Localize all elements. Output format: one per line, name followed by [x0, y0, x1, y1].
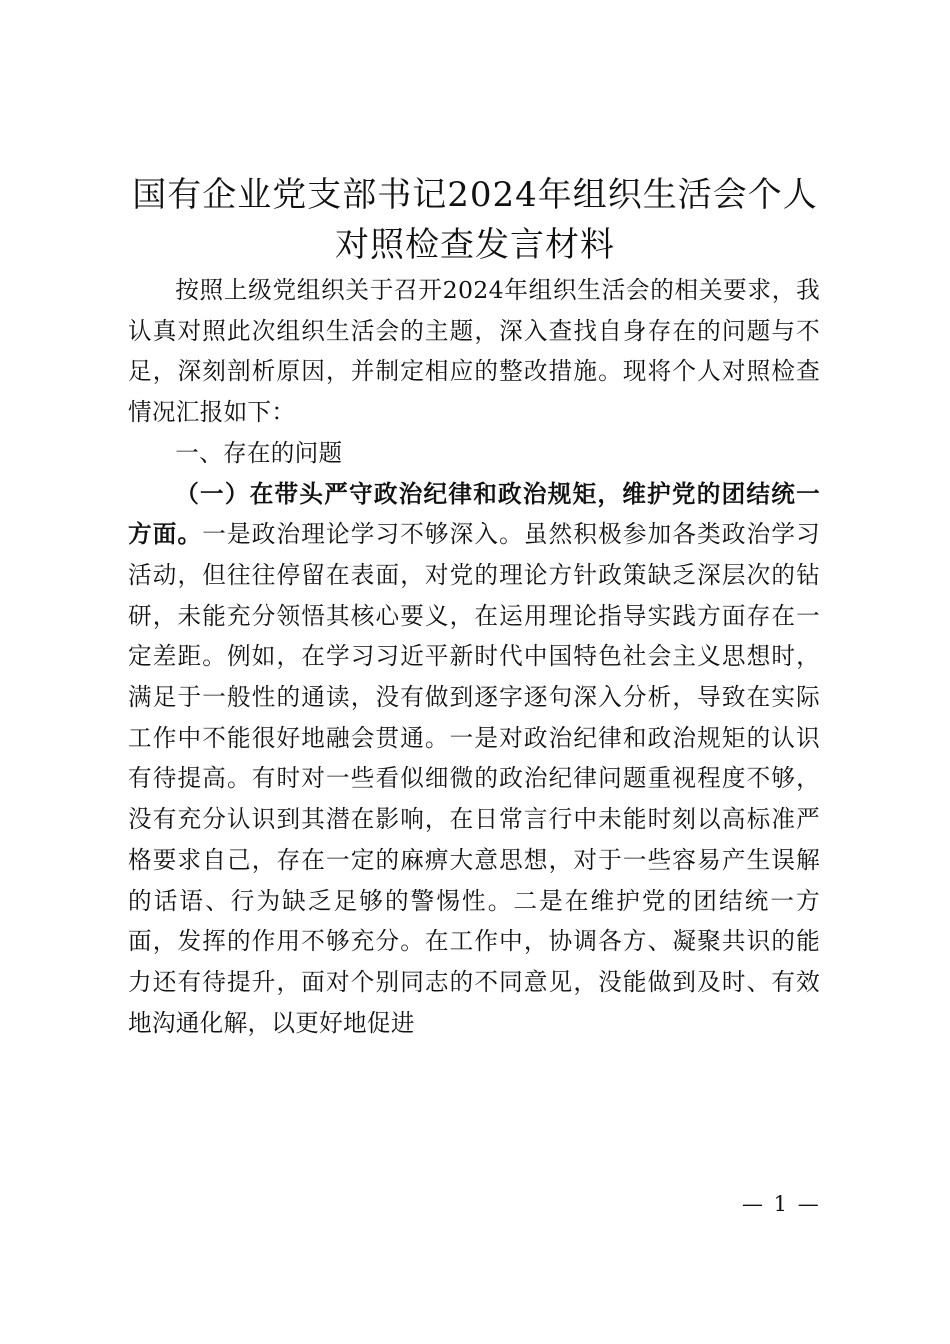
subsection-heading: （一）在带头严守政治纪律和政治规矩，维护党的团结统一方面。: [128, 479, 820, 549]
title-line-2: 对照检查发言材料: [335, 225, 615, 265]
document-body: [128, 270, 820, 1043]
page-number: — 1 —: [742, 1192, 821, 1216]
intro-paragraph: 按照上级党组织关于召开2024年组织生活会的相关要求，我认真对照此次组织生活会的主题，深入查找自身存在的问题与不足，深刻剖析原因，并制定相应的整改措施。现将个人对照检查情况汇报如下：: [128, 276, 820, 427]
subsection-paragraph: [128, 474, 820, 1044]
subsection-text: 一是政治理论学习不够深入。虽然积极参加各类政治学习活动，但往往停留在表面，对党的理论方针政策缺乏深层次的钻研，未能充分领悟其核心要义，在运用理论指导实践方面存在一定差距。例如，在学习习近平新时代中国特色社会主义思想时，满足于一般性的通读，没有做到逐字逐句深入分析，导致在实际工作中不能很好地融会贯通。一是对政治纪律和政治规矩的认识有待提高。有时对一些看似细微的政治纪律问题重视程度不够，没有充分认识到其潜在影响，在日常言行中未能时刻以高标准严格要求自己，存在一定的麻痹大意思想，对于一些容易产生误解的话语、行为缺乏足够的警惕性。二是在维护党的团结统一方面，发挥的作用不够充分。在工作中，协调各方、凝聚共识的能力还有待提升，面对个别同志的不同意见，没能做到及时、有效地沟通化解，以更好地促进: [128, 520, 820, 1037]
document-title: [120, 170, 830, 270]
title-line-1: 国有企业党支部书记2024年组织生活会个人: [132, 175, 818, 215]
section-heading: 一、存在的问题: [175, 438, 343, 467]
